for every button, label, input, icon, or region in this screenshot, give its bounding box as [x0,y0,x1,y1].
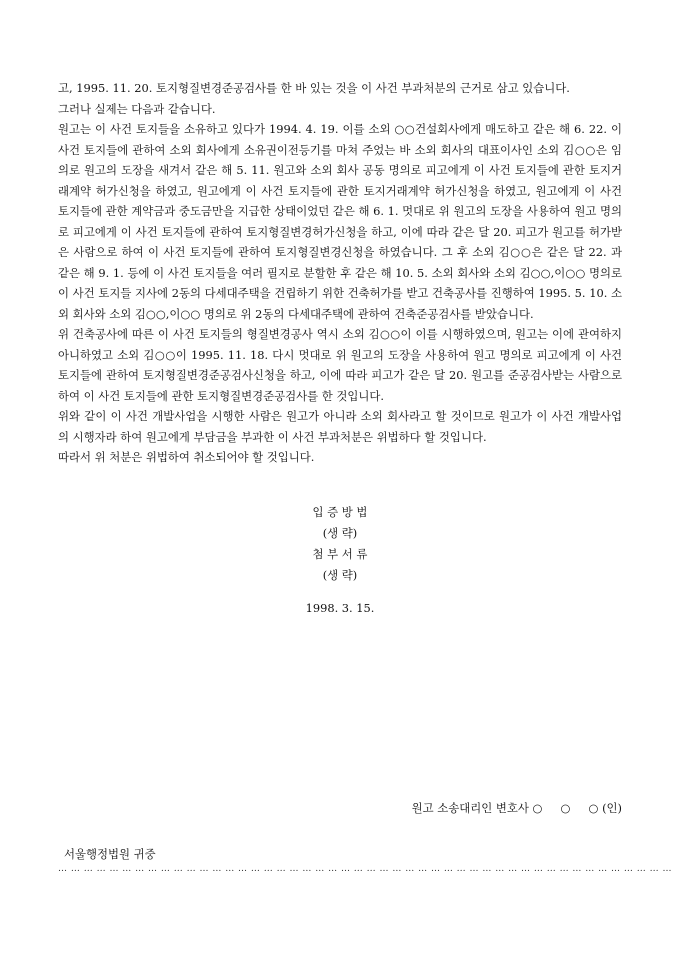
attachments-content: (생 략) [322,567,358,582]
paragraph-conclusion-reason: 위와 같이 이 사건 개발사업을 시행한 사람은 원고가 아니라 소외 회사라고 할 것이므로 원고가 이 사건 개발사업의 시행자라 하여 원고에게 부담금을 부과한 이 사건 부과처분은 위법하다 할 것입니다. [58,409,622,444]
attachments-heading: 첨 부 서 류 [312,546,368,561]
spacer [58,586,622,598]
attorney-signature: 원고 소송대리인 변호사 ○ ○ ○ (인) [411,801,622,815]
evidence-block [58,502,622,619]
evidence-heading: 입 증 방 법 [312,504,368,519]
document-body [58,78,622,468]
paragraph-intro: 고, 1995. 11. 20. 토지형질변경준공검사를 한 바 있는 것을 이 사건 부과처분의 근거로 삼고 있습니다. [58,81,570,95]
paragraph-conclusion: 따라서 위 처분은 위법하여 취소되어야 할 것입니다. [58,450,315,464]
dotted-line: … … … … … … … … … … … … … … … … … … … … … … … … … … … … … … … … … … … … … … … … … … … … … … … … [58,864,672,874]
evidence-content: (생 략) [322,525,358,540]
paragraph-however: 그러나 실제는 다음과 같습니다. [58,101,216,116]
document-date: 1998. 3. 15. [305,600,375,615]
paragraph-construction: 위 건축공사에 따른 이 사건 토지들의 형질변경공사 역시 소외 김○○이 이를 시행하였으며, 원고는 이에 관여하지 아니하였고 소외 김○○이 1995. 11. 18. 다시 멋대로 위 원고의 도장을 사용하여 원고 명의로 피고에게 이 사건 토지들에 관하여 토지형질변경준공검사신청을 하고, 이에 따라 피고가 같은 달 20. 원고를 준공검사받는 사람으로 하여 이 사건 토지들에 관한 토지형질변경준공검사를 한 것입니다. [58,327,622,403]
court-addressee: 서울행정법원 귀중 [64,847,156,861]
paragraph-facts: 원고는 이 사건 토지들을 소유하고 있다가 1994. 4. 19. 이를 소외 ○○건설회사에게 매도하고 같은 해 6. 22. 이 사건 토지들에 관하여 소외 회사에게 소유권이전등기를 마쳐 주었는 바 소외 회사의 대표이사인 소외 김○○은 임의로 원고의 도장을 새겨서 같은 해 5. 11. 원고와 소외 회사 공동 명의로 피고에게 이 사건 토지들에 관한 토지거래계약 허가신청을 하였고, 원고에게 이 사건 토지들에 관한 토지거래계약 허가신청을 하였고, 원고에게 이 사건 토지들에 관한 계약금과 중도금만을 지급한 상태이었던 같은 해 6. 1. 멋대로 위 원고의 도장을 사용하여 원고 명의로 피고에게 이 사건 토지들에 관하여 토지형질변경허가신청을 하고, 이에 따라 같은 달 20. 피고가 원고를 허가받은 사람으로 하여 이 사건 토지들에 관하여 토지형질변경신청을 하였습니다. 그 후 소외 김○○은 같은 달 22. 과 같은 해 9. 1. 등에 이 사건 토지들을 여러 필지로 분할한 후 같은 해 10. 5. 소외 회사와 소외 김○○,이○○ 명의로 이 사건 토지들 지사에 2동의 다세대주택을 건립하기 위한 건축허가를 받고 건축공사를 진행하여 1995. 5. 10. 소외 회사와 소외 김○○,이○○ 명의로 위 2동의 다세대주택에 관하여 건축준공검사를 받았습니다. [58,122,622,321]
